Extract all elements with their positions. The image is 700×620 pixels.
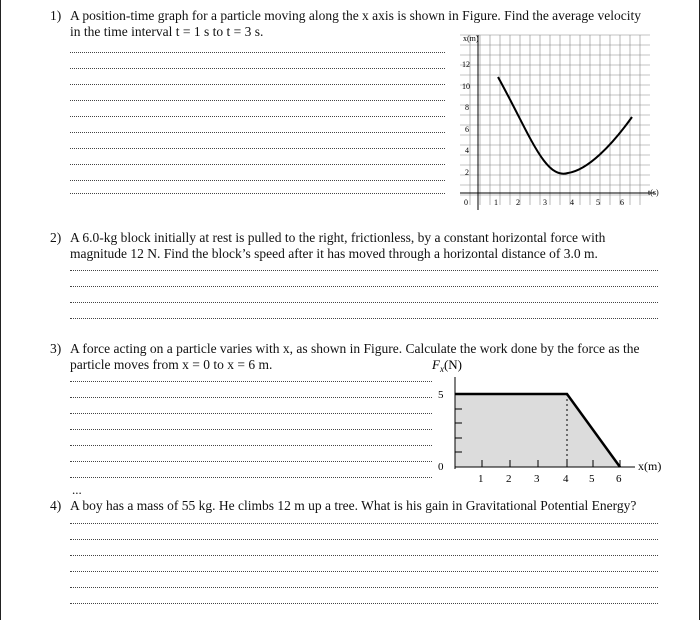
answer-line bbox=[70, 397, 432, 398]
answer-line bbox=[70, 148, 445, 149]
x-tick-label: 6 bbox=[620, 198, 624, 207]
question-2-number: 2) bbox=[50, 230, 62, 245]
answer-line bbox=[70, 445, 432, 446]
x-tick-label: 4 bbox=[563, 473, 569, 485]
answer-line bbox=[70, 571, 658, 572]
y-tick-label: 6 bbox=[465, 125, 469, 134]
answer-line bbox=[70, 587, 658, 588]
question-2 bbox=[50, 230, 670, 270]
position-time-graph bbox=[450, 25, 680, 215]
answer-line bbox=[70, 555, 658, 556]
question-2-text-line1: A 6.0-kg block initially at rest is pulled to the right, frictionless, by a constant horizontal force with bbox=[70, 230, 606, 245]
work-area bbox=[455, 394, 620, 467]
position-curve bbox=[498, 77, 632, 174]
y-tick-label: 4 bbox=[465, 146, 469, 155]
y-tick-label: 2 bbox=[465, 168, 469, 177]
question-3-ellipsis: ... bbox=[72, 482, 82, 497]
x-tick-label: 4 bbox=[570, 198, 574, 207]
question-1-text-line2: in the time interval t = 1 s to t = 3 s. bbox=[70, 24, 264, 39]
y-axis-label: $F_x(N)$ bbox=[432, 357, 462, 374]
x-tick-label: 1 bbox=[478, 473, 484, 485]
answer-line bbox=[70, 318, 658, 319]
answer-line bbox=[70, 180, 445, 181]
answer-line bbox=[70, 429, 432, 430]
y-value-5: 5 bbox=[438, 389, 444, 401]
x-tick-label: 5 bbox=[589, 473, 595, 485]
answer-line bbox=[70, 381, 432, 382]
x-tick-label: 3 bbox=[534, 473, 540, 485]
answer-line bbox=[70, 116, 445, 117]
answer-line bbox=[70, 84, 445, 85]
answer-line bbox=[70, 523, 658, 524]
question-1-text-line1: A position-time graph for a particle moving along the x axis is shown in Figure. Find the average velocity bbox=[70, 8, 642, 23]
answer-line bbox=[70, 132, 445, 133]
grid bbox=[460, 35, 650, 205]
answer-line bbox=[70, 193, 445, 194]
answer-line bbox=[70, 100, 445, 101]
question-3-text-line1: A force acting on a particle varies with x, as shown in Figure. Calculate the work done by the force as the bbox=[70, 341, 640, 356]
force-position-graph bbox=[420, 357, 680, 487]
question-1-number: 1) bbox=[50, 8, 62, 23]
answer-line bbox=[70, 286, 658, 287]
answer-line bbox=[70, 68, 445, 69]
answer-line bbox=[70, 461, 432, 462]
question-4-text-line1: A boy has a mass of 55 kg. He climbs 12 m up a tree. What is his gain in Gravitational Potential Energy? bbox=[70, 498, 637, 513]
question-4-number: 4) bbox=[50, 498, 62, 513]
question-2-text-line2: magnitude 12 N. Find the block’s speed after it has moved through a horizontal distance of 3.0 m. bbox=[70, 246, 598, 261]
x-tick-label: 0 bbox=[464, 198, 468, 207]
x-tick-label: 5 bbox=[596, 198, 600, 207]
y-tick-label: 10 bbox=[462, 82, 470, 91]
question-3-number: 3) bbox=[50, 341, 62, 356]
y-tick-label: 12 bbox=[462, 60, 470, 69]
x-tick-label: 1 bbox=[494, 198, 498, 207]
x-tick-label: 2 bbox=[506, 473, 512, 485]
answer-line bbox=[70, 52, 445, 53]
answer-line bbox=[70, 164, 445, 165]
question-4 bbox=[50, 498, 690, 518]
x-axis-label: t(s) bbox=[648, 188, 659, 197]
answer-line bbox=[70, 413, 432, 414]
x-tick-label: 3 bbox=[543, 198, 547, 207]
x-tick-label: 2 bbox=[516, 198, 520, 207]
x-tick-label: 6 bbox=[616, 473, 622, 485]
y-value-0: 0 bbox=[438, 461, 444, 473]
answer-line bbox=[70, 477, 432, 478]
question-3-text-line2: particle moves from x = 0 to x = 6 m. bbox=[70, 357, 273, 372]
y-axis-label: x(m) bbox=[463, 34, 479, 43]
answer-line bbox=[70, 603, 658, 604]
answer-line bbox=[70, 270, 658, 271]
answer-line bbox=[70, 302, 658, 303]
x-axis-label: x(m) bbox=[638, 459, 662, 473]
y-tick-label: 8 bbox=[465, 103, 469, 112]
answer-line bbox=[70, 539, 658, 540]
